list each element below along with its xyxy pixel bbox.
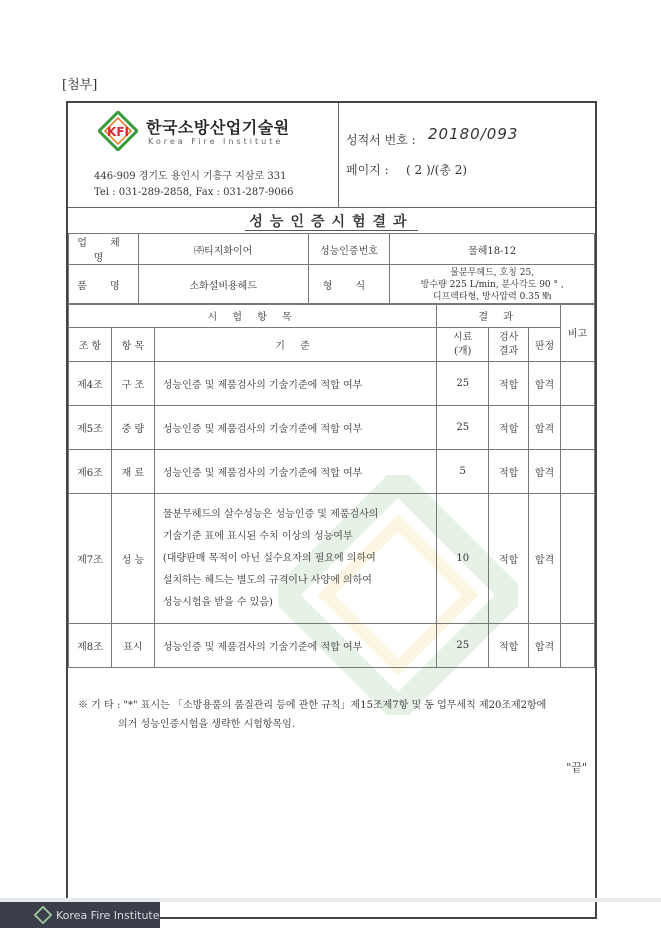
remark-cell (561, 450, 595, 494)
table-row (69, 494, 595, 624)
sample-cell: 25 (437, 624, 489, 668)
title-text: 성능인증시험결과 (245, 214, 417, 231)
item-cell: 중 량 (111, 406, 154, 450)
org-name-en: Korea Fire Institute (148, 137, 284, 146)
item-cell: 재 료 (111, 450, 154, 494)
type-line: 디프렉타형, 방사압력 0.35 ㎫ (432, 291, 552, 302)
sample-header (437, 328, 489, 362)
company-label: 업 체 명 (69, 234, 139, 265)
logo-text: KFI (107, 125, 129, 139)
article-cell: 제5조 (69, 406, 112, 450)
table-header-row (69, 304, 595, 328)
result-group-header: 결 과 (437, 304, 561, 328)
product-info-table (68, 233, 595, 305)
sample-cell: 25 (437, 362, 489, 406)
type-line: 방수량 225 L/min, 분사각도 90 ° , (420, 279, 564, 290)
info-row-product (69, 265, 595, 305)
org-phone: Tel : 031-289-2858, Fax : 031-287-9066 (94, 187, 294, 198)
criteria-cell: 성능인증 및 제품검사의 기술기준에 적합 여부 (154, 624, 436, 668)
sample-header-text: 시료 (개) (453, 331, 473, 357)
certificate-frame (66, 101, 597, 919)
page-label: 페이지 : (346, 163, 389, 177)
article-header: 조 항 (69, 328, 112, 362)
inspection-header-text: 검사 결과 (498, 331, 519, 357)
cert-label: 성능인증번호 (308, 234, 390, 265)
sample-cell: 25 (437, 406, 489, 450)
test-item-group-header: 시 험 항 목 (69, 304, 437, 328)
criteria-line: 기술기준 표에 표시된 수치 이상의 성능여부 (162, 530, 353, 542)
judgement-cell: 합격 (529, 450, 561, 494)
header-divider (68, 207, 595, 208)
table-row (69, 624, 595, 668)
cert-no-label: 성적서 번호 : (346, 133, 416, 147)
page-value: ( 2 )/(총 2) (406, 163, 468, 177)
footnote (78, 696, 588, 734)
attachment-label: [첨부] (62, 78, 98, 93)
footnote-line: 의거 성능인증시험을 생략한 시험항목임. (118, 719, 295, 730)
table-row (69, 450, 595, 494)
org-name: 한국소방산업기술원 (146, 118, 290, 137)
sample-cell: 10 (437, 494, 489, 624)
judgement-cell: 합격 (529, 362, 561, 406)
judgement-cell: 합격 (529, 624, 561, 668)
criteria-cell (154, 494, 436, 624)
criteria-line: 설치하는 헤드는 별도의 규격이나 사양에 의하여 (162, 574, 372, 586)
article-cell: 제8조 (69, 624, 112, 668)
kfi-footer-logo-icon (34, 906, 52, 924)
header-org-block (68, 103, 339, 207)
result-cell: 적합 (489, 450, 529, 494)
judgement-header: 판정 (529, 328, 561, 362)
footer-text: Korea Fire Institute (56, 909, 160, 922)
result-cell: 적합 (489, 406, 529, 450)
footnote-line: ※ 기 타 : "*" 표시는 「소방용품의 품질관리 등에 관한 규칙」제15조제7항 및 동 업무세칙 제20조제2항에 (78, 700, 547, 711)
remark-cell (561, 624, 595, 668)
type-line: 물분무헤드, 호칭 25, (450, 267, 535, 278)
header-cert-block (338, 103, 595, 207)
inspection-header (489, 328, 529, 362)
remark-header: 비고 (561, 304, 595, 362)
cert-value: 물헤18-12 (390, 234, 595, 265)
test-results-table (68, 303, 595, 668)
article-cell: 제6조 (69, 450, 112, 494)
table-row (69, 406, 595, 450)
criteria-cell: 성능인증 및 제품검사의 기술기준에 적합 여부 (154, 450, 436, 494)
type-label: 형 식 (308, 265, 390, 305)
document-title (68, 211, 595, 231)
cert-no-value: 20180/093 (428, 125, 519, 143)
article-cell: 제7조 (69, 494, 112, 624)
sample-cell: 5 (437, 450, 489, 494)
item-header: 항 목 (111, 328, 154, 362)
result-cell: 적합 (489, 362, 529, 406)
kfi-logo-icon (98, 111, 138, 151)
result-cell: 적합 (489, 624, 529, 668)
article-cell: 제4조 (69, 362, 112, 406)
end-mark: "끝" (566, 761, 587, 774)
criteria-line: 성능시험을 받을 수 있음) (162, 596, 273, 608)
info-row-company (69, 234, 595, 265)
product-value: 소화설비용헤드 (138, 265, 308, 305)
product-label: 품 명 (69, 265, 139, 305)
remark-cell (561, 406, 595, 450)
company-value: ㈜티지화이어 (138, 234, 308, 265)
criteria-cell: 성능인증 및 제품검사의 기술기준에 적합 여부 (154, 406, 436, 450)
judgement-cell: 합격 (529, 406, 561, 450)
table-subheader-row (69, 328, 595, 362)
criteria-line: (대량판매 목적이 아닌 실수요자의 필요에 의하여 (162, 552, 376, 564)
criteria-line: 물분무헤드의 살수성능은 성능인증 및 제품검사의 (162, 508, 379, 520)
criteria-cell: 성능인증 및 제품검사의 기술기준에 적합 여부 (154, 362, 436, 406)
remark-cell (561, 362, 595, 406)
item-cell: 성 능 (111, 494, 154, 624)
table-row (69, 362, 595, 406)
item-cell: 구 조 (111, 362, 154, 406)
result-cell: 적합 (489, 494, 529, 624)
org-address: 446-909 경기도 용인시 기흥구 지삼로 331 (94, 171, 287, 182)
remark-cell (561, 494, 595, 624)
item-cell: 표시 (111, 624, 154, 668)
criteria-header: 기 준 (154, 328, 436, 362)
judgement-cell: 합격 (529, 494, 561, 624)
type-value (390, 265, 595, 305)
